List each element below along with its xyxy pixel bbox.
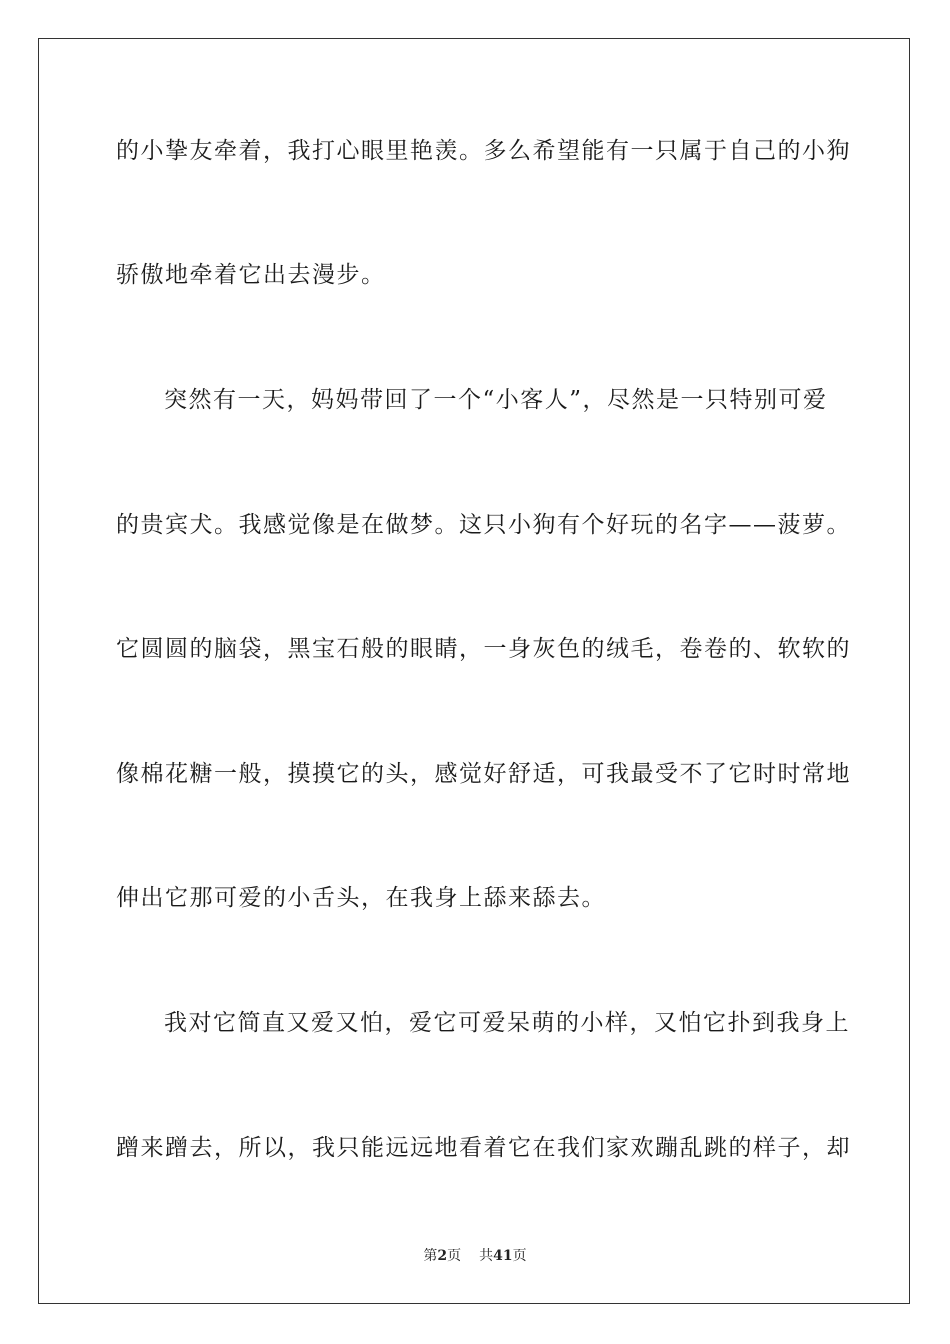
page-border xyxy=(38,38,910,1304)
footer-page-number: 2 xyxy=(437,1248,448,1264)
body-text-line: 蹭来蹭去，所以，我只能远远地看着它在我们家欢蹦乱跳的样子，却 xyxy=(116,1135,851,1161)
footer-total-prefix: 共 xyxy=(479,1248,494,1264)
body-text-line: 它圆圆的脑袋，黑宝石般的眼睛，一身灰色的绒毛，卷卷的、软软的 xyxy=(116,636,851,662)
page-footer xyxy=(0,1247,950,1265)
body-text-line: 的贵宾犬。我感觉像是在做梦。这只小狗有个好玩的名字——菠萝。 xyxy=(116,512,851,538)
body-text-line: 像棉花糖一般，摸摸它的头，感觉好舒适，可我最受不了它时时常地 xyxy=(116,761,851,787)
body-text-line: 突然有一天，妈妈带回了一个“小客人”，尽然是一只特别可爱 xyxy=(164,387,828,413)
footer-page-prefix: 第 xyxy=(423,1248,438,1264)
body-text-line: 骄傲地牵着它出去漫步。 xyxy=(116,262,386,288)
footer-page-suffix: 页 xyxy=(447,1248,462,1264)
footer-total-pages: 41 xyxy=(493,1248,513,1264)
body-text-line: 伸出它那可爱的小舌头，在我身上舔来舔去。 xyxy=(116,885,606,911)
footer-total-suffix: 页 xyxy=(512,1248,527,1264)
body-text-line: 的小挚友牵着，我打心眼里艳羡。多么希望能有一只属于自己的小狗 xyxy=(116,138,851,164)
body-text-line: 我对它简直又爱又怕，爱它可爱呆萌的小样，又怕它扑到我身上 xyxy=(164,1010,850,1036)
